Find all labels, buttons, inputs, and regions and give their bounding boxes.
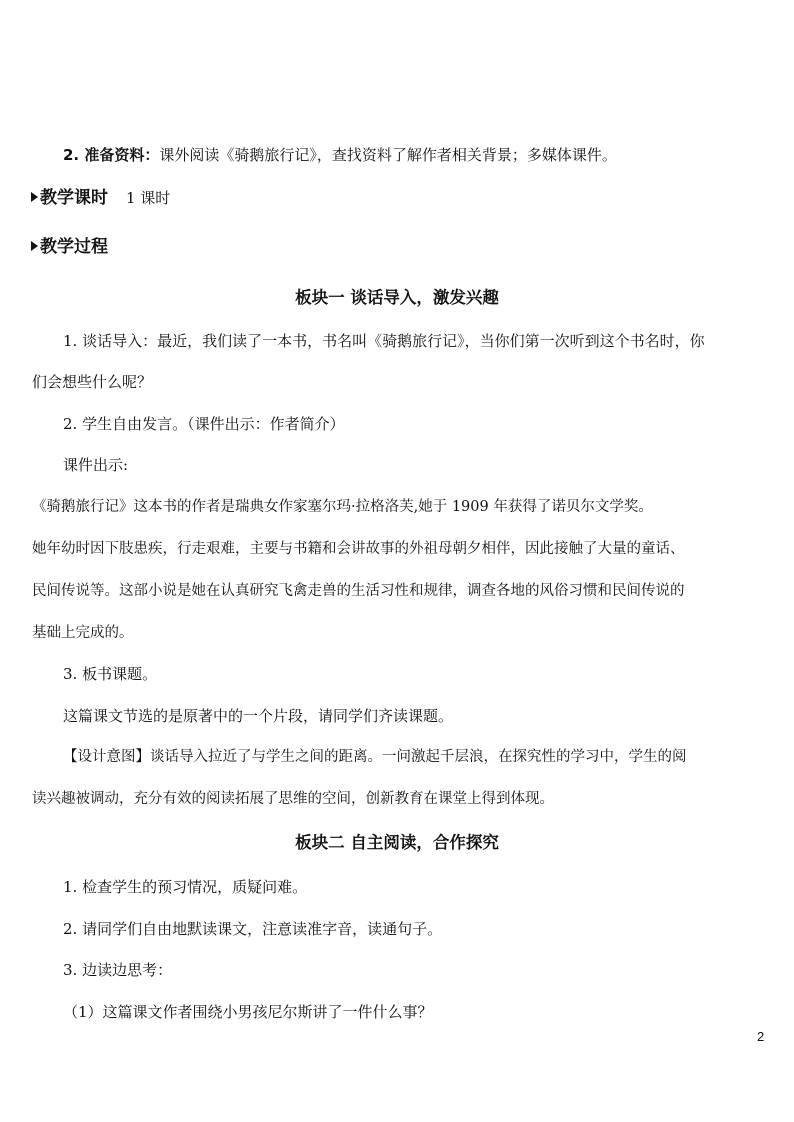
triangle-bullet-icon [31,192,38,202]
section2-title: 板块二 自主阅读，合作探究 [295,833,499,852]
class-hours-label: 教学课时 [40,188,108,208]
process-heading: 教学过程 [40,237,108,257]
quote-line: 基础上完成的。 [32,625,134,641]
paragraph-line: 课件出示: [63,456,129,474]
prep-line [63,145,617,165]
paragraph-line: 3. 边读边思考： [63,961,173,979]
design-intent-line: 【设计意图】谈话导入拉近了与学生之间的距离。一问激起千层浪，在探究性的学习中，学生的阅 [63,749,687,765]
paragraph-line: 们会想些什么呢？ [32,373,153,391]
paragraph-line: 3. 板书课题。 [63,665,158,683]
paragraph-line: 1. 检查学生的预习情况，质疑问难。 [63,878,308,896]
process-heading-line [31,236,108,258]
paragraph-line: 1. 谈话导入：最近，我们读了一本书，书名叫《骑鹅旅行记》，当你们第一次听到这个书名时，你 [63,332,705,350]
class-hours-value: 1 课时 [126,189,171,207]
quote-line: 《骑鹅旅行记》这本书的作者是瑞典女作家塞尔玛·拉格洛芙,她于 1909 年获得了诺贝尔文学奖。 [32,499,653,515]
section1-title: 板块一 谈话导入，激发兴趣 [295,288,499,307]
quote-line: 她年幼时因下肢患疾，行走艰难，主要与书籍和会讲故事的外祖母朝夕相伴，因此接触了大量的童话、 [32,541,685,557]
prep-text: 课外阅读《骑鹅旅行记》，查找资料了解作者相关背景；多媒体课件。 [159,146,617,164]
triangle-bullet-icon [31,241,38,251]
prep-label: 2. 准备资料： [63,146,160,164]
design-intent-line: 读兴趣被调动，充分有效的阅读拓展了思维的空间，创新教育在课堂上得到体现。 [32,791,554,807]
paragraph-line: 2. 学生自由发言。（课件出示：作者简介） [63,415,345,433]
quote-line: 民间传说等。这部小说是她在认真研究飞禽走兽的生活习性和规律，调查各地的风俗习惯和民间传说的 [32,583,685,599]
paragraph-line: 这篇课文节选的是原著中的一个片段，请同学们齐读课题。 [63,707,454,725]
paragraph-line: （1）这篇课文作者围绕小男孩尼尔斯讲了一件什么事？ [63,1003,433,1021]
paragraph-line: 2. 请同学们自由地默读课文，注意读准字音，读通句子。 [63,920,443,938]
class-hours-line [31,187,170,209]
page-number: 2 [757,1029,765,1044]
